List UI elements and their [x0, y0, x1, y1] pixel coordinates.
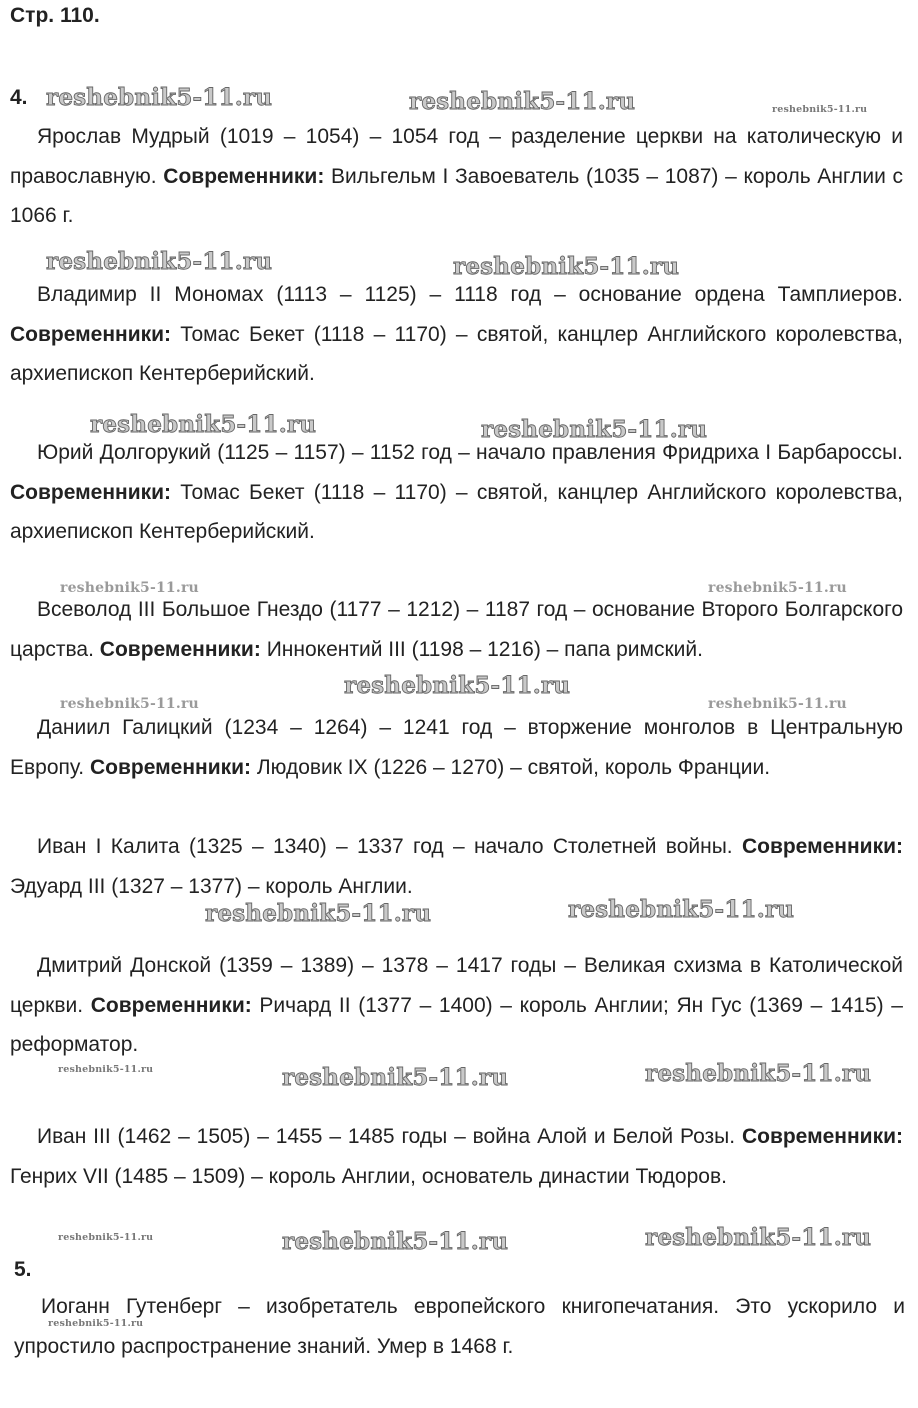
watermark: reshebnik5-11.ru [708, 696, 847, 712]
contemporaries-text: Генрих VII (1485 – 1509) – король Англии, основатель династии Тюдоров. [10, 1164, 727, 1188]
watermark: reshebnik5-11.ru [409, 88, 636, 115]
watermark: reshebnik5-11.ru [90, 411, 317, 438]
watermark: reshebnik5-11.ru [205, 900, 432, 927]
watermark: reshebnik5-11.ru [46, 84, 273, 111]
watermark: reshebnik5-11.ru [481, 416, 708, 443]
task-4-item-6 [10, 827, 903, 906]
contemporaries-text: Иннокентий III (1198 – 1216) – папа римский. [266, 637, 703, 661]
contemporaries-label: Современники: [163, 164, 325, 188]
contemporaries-label: Современники: [10, 480, 172, 504]
item-text: Иоганн Гутенберг – изобретатель европейского книгопечатания. Это ускорило и упростило распространение знаний. Умер в 1468 г. [14, 1295, 905, 1358]
item-text: Всеволод III Большое Гнездо (1177 – 1212) – 1187 год – основание Второго Болгарского царства. [10, 598, 903, 661]
page-heading: Стр. 110. [10, 4, 100, 27]
item-text: Ярослав Мудрый (1019 – 1054) – 1054 год – разделение церкви на католическую и православную. [10, 125, 903, 188]
watermark: reshebnik5-11.ru [58, 1064, 154, 1075]
contemporaries-text: Ричард II (1377 – 1400) – король Англии; Ян Гус (1369 – 1415) – реформатор. [10, 993, 903, 1056]
task-4-item-7 [10, 946, 903, 1065]
watermark: reshebnik5-11.ru [46, 248, 273, 275]
contemporaries-label: Современники: [90, 993, 252, 1017]
contemporaries-text: Вильгельм I Завоеватель (1035 – 1087) – король Англии с 1066 г. [10, 164, 904, 227]
watermark: reshebnik5-11.ru [708, 580, 847, 596]
watermark: reshebnik5-11.ru [48, 1318, 144, 1329]
contemporaries-label: Современники: [99, 637, 261, 661]
watermark: reshebnik5-11.ru [453, 253, 680, 280]
contemporaries-text: Эдуард III (1327 – 1377) – король Англии. [10, 874, 413, 898]
task-4-item-4 [10, 590, 903, 669]
contemporaries-text: Томас Бекет (1118 – 1170) – святой, канцлер Английского королевства, архиепископ Кентерберийский. [10, 322, 903, 385]
watermark: reshebnik5-11.ru [60, 580, 199, 596]
contemporaries-label: Современники: [741, 835, 903, 858]
task-4-number: 4. [10, 86, 28, 109]
task-4-item-2 [10, 275, 903, 394]
watermark: reshebnik5-11.ru [282, 1064, 509, 1091]
contemporaries-text: Томас Бекет (1118 – 1170) – святой, канцлер Английского королевства, архиепископ Кентерберийский. [10, 480, 903, 543]
watermark: reshebnik5-11.ru [344, 672, 571, 699]
item-text: Владимир II Мономах (1113 – 1125) – 1118 год – основание ордена Тамплиеров. [37, 283, 903, 306]
watermark: reshebnik5-11.ru [645, 1224, 872, 1251]
watermark: reshebnik5-11.ru [58, 1232, 154, 1243]
item-text: Дмитрий Донской (1359 – 1389) – 1378 – 1417 годы – Великая схизма в Католической церкви. [10, 954, 903, 1017]
item-text: Даниил Галицкий (1234 – 1264) – 1241 год – вторжение монголов в Центральную Европу. [10, 716, 903, 779]
item-text: Юрий Долгорукий (1125 – 1157) – 1152 год – начало правления Фридриха I Барбароссы. [37, 441, 903, 464]
watermark: reshebnik5-11.ru [772, 104, 868, 115]
contemporaries-label: Современники: [10, 322, 172, 346]
contemporaries-label: Современники: [741, 1125, 903, 1148]
watermark: reshebnik5-11.ru [60, 696, 199, 712]
watermark: reshebnik5-11.ru [645, 1060, 872, 1087]
task-4-item-3 [10, 433, 903, 552]
item-text: Иван I Калита (1325 – 1340) – 1337 год – начало Столетней войны. [37, 835, 733, 858]
task-5-text [14, 1287, 905, 1366]
task-5-number: 5. [14, 1258, 32, 1281]
item-text: Иван III (1462 – 1505) – 1455 – 1485 годы – война Алой и Белой Розы. [37, 1125, 736, 1148]
watermark: reshebnik5-11.ru [568, 896, 795, 923]
task-4-item-8 [10, 1117, 903, 1196]
task-4-item-5 [10, 708, 903, 787]
task-4-item-1 [10, 117, 903, 236]
watermark: reshebnik5-11.ru [282, 1228, 509, 1255]
contemporaries-label: Современники: [89, 755, 252, 779]
contemporaries-text: Людовик IX (1226 – 1270) – святой, король Франции. [256, 755, 771, 779]
